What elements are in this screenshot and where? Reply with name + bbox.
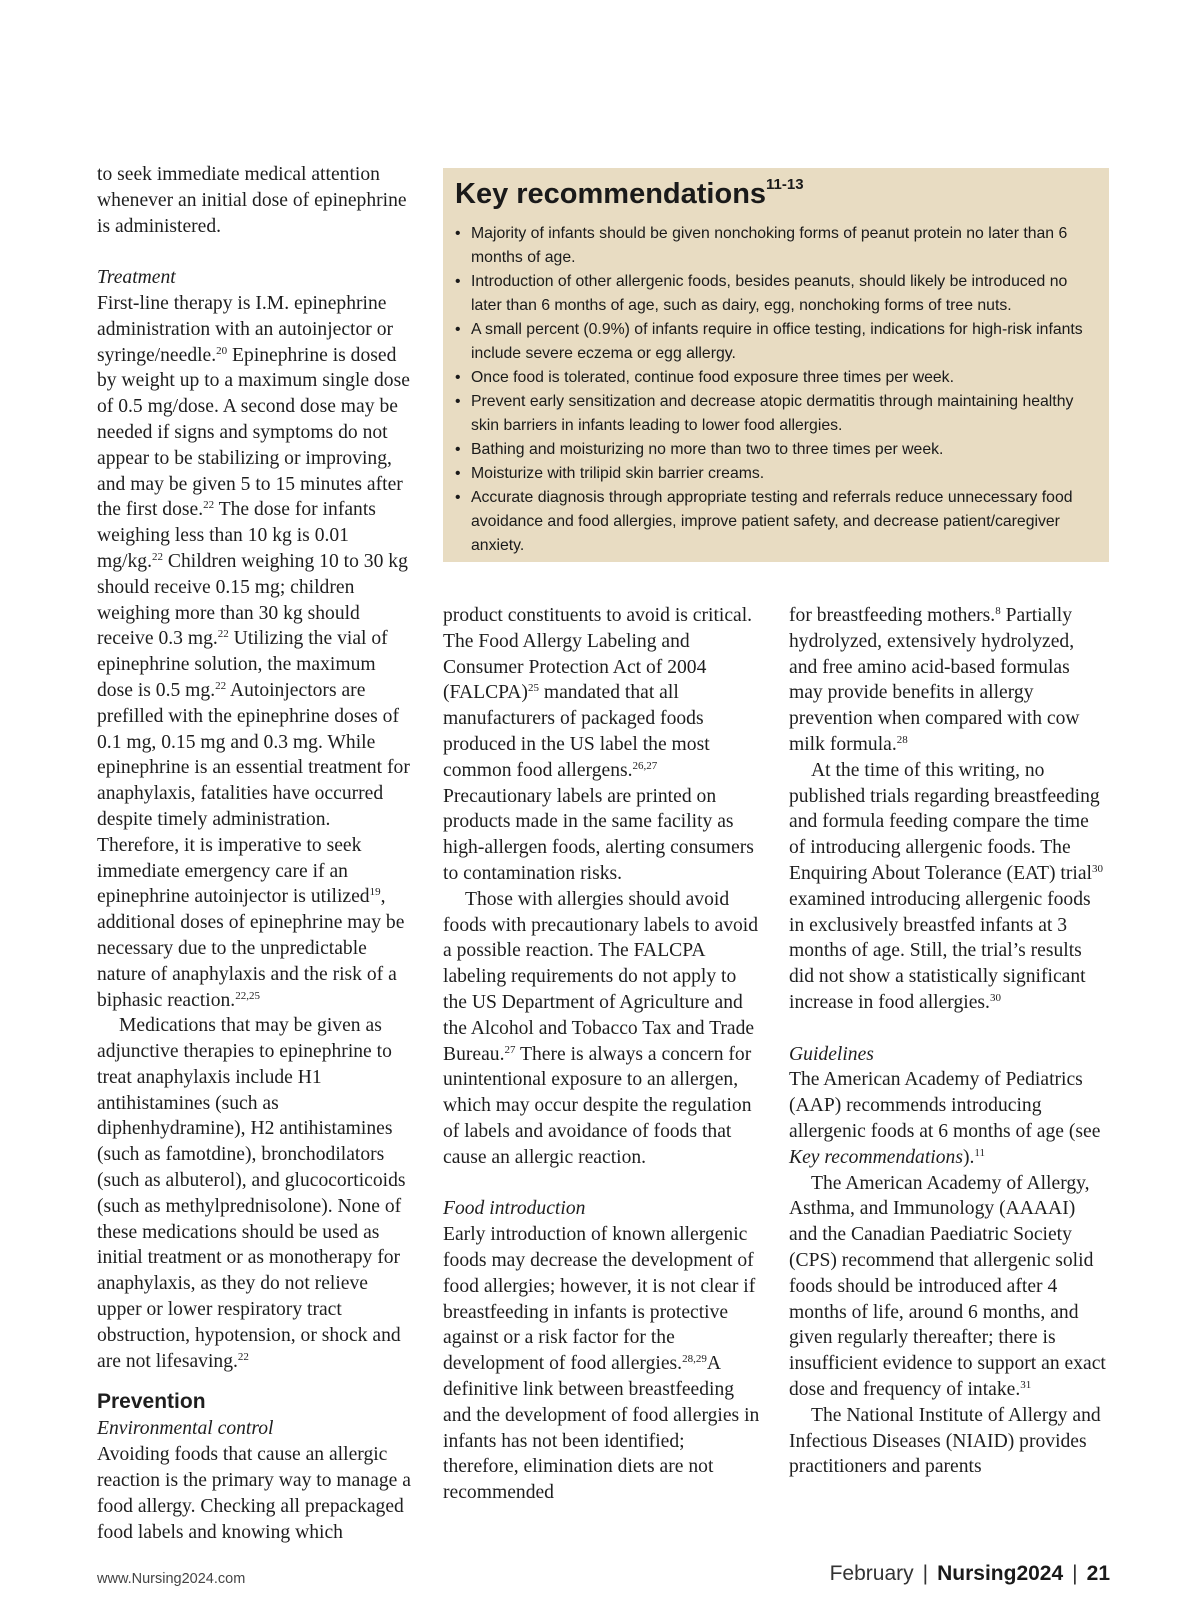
citation: 19 <box>369 886 381 899</box>
key-recommendations-list <box>455 222 1093 558</box>
prevention-heading: Prevention <box>97 1390 206 1414</box>
recommendation-item: • Majority of infants should be given nonchoking forms of peanut protein no later than 6 months of age. <box>455 225 1068 266</box>
citation: 30 <box>1091 862 1103 875</box>
footer-website-link[interactable]: www.Nursing2024.com <box>97 1571 246 1587</box>
recommendation-item: • Prevent early sensitization and decrease atopic dermatitis through maintaining healthy skin barriers in infants leading to lower food allergies. <box>455 393 1074 434</box>
paragraph: First-line therapy is I.M. epinephrine administration with an autoinjector or syringe/needle.$^{20}$ Epinephrine is dosed by weight up to a maximum single dose of 0.5 mg/dose. A second dose may be needed if signs and symptoms do not appear to be stabilizing or improving, and may be given 5 to 15 minutes after the first dose.$^{22}$ The dose for infants weighing less than 10 kg is 0.01 mg/kg.$^{22}$ Children weighing 10 to 30 kg should receive 0.15 mg; children weighing more than 30 kg should receive 0.3 mg.$^{22}$ Utilizing the vial of epinephrine solution, the maximum dose is 0.5 mg.$^{22}$ Autoinjectors are prefilled with the epinephrine doses of 0.1 mg, 0.15 mg and 0.3 mg. While epinephrine is an essential treatment for anaphylaxis, fatalities have occurred despite timely administration. Therefore, it is imperative to seek immediate emergency care if an epinephrine autoinjector is utilized$^{19}$, additional doses of epinephrine may be necessary due to the unpredictable nature of anaphylaxis and the risk of a biphasic reaction.$^{22,25}$ <box>97 292 410 1011</box>
citation: 25 <box>527 682 539 695</box>
article-column-3 <box>789 603 1107 1480</box>
paragraph: Early introduction of known allergenic foods may decrease the development of food allergies; however, it is not clear if breastfeeding in infants is protective against or a risk factor for the development of food allergies.$^{28,29}$A definitive link between breastfeeding and the development of food allergies in infants has not been identified; therefore, elimination diets are not recommended <box>443 1224 760 1504</box>
paragraph: product constituents to avoid is critical. The Food Allergy Labeling and Consumer Protection Act of 2004 (FALCPA)$^{25}$ mandated that all manufacturers of packaged foods produced in the US label the most common food allergens.$^{26,27}$ Precautionary labels are printed on products made in the same facility as high-allergen foods, alerting consumers to contamination risks. <box>443 605 754 884</box>
recommendation-item: • A small percent (0.9%) of infants require in office testing, indications for high-risk infants include severe eczema or egg allergy. <box>455 321 1083 362</box>
citation: 28,29 <box>682 1353 707 1366</box>
citation: 28 <box>896 733 908 746</box>
article-column-1 <box>97 162 415 1545</box>
key-recommendations-title: Key recommendations$^{11-13}$ <box>455 176 804 210</box>
citation: 30 <box>989 991 1001 1004</box>
recommendation-item: • Moisturize with trilipid skin barrier creams. <box>455 465 765 482</box>
citation: 11 <box>974 1146 985 1159</box>
paragraph: for breastfeeding mothers.$^8$ Partially hydrolyzed, extensively hydrolyzed, and free amino acid-based formulas may provide benefits in allergy prevention when compared with cow milk formula.$^{28}$ <box>789 605 1080 755</box>
key-recommendations-box <box>443 168 1109 562</box>
footer-journal-name: Nursing2024 <box>937 1562 1064 1585</box>
paragraph: Avoiding foods that cause an allergic reaction is the primary way to manage a food allergy. Checking all prepackaged food labels and knowing which <box>97 1444 411 1543</box>
citation: 22 <box>215 679 227 692</box>
citation: 20 <box>216 344 228 357</box>
citation: 22 <box>237 1350 249 1363</box>
guidelines-subheading: Guidelines <box>789 1043 874 1065</box>
citation: 22 <box>151 550 163 563</box>
treatment-subheading: Treatment <box>97 267 176 289</box>
paragraph: At the time of this writing, no published trials regarding breastfeeding and formula feeding compare the time of introducing allergenic foods. The Enquiring About Tolerance (EAT) trial$^{30}$ examined introducing allergenic foods in exclusively breastfed infants at 3 months of age. Still, the trial’s results did not show a statistically significant increase in food allergies.$^{30}$ <box>789 759 1103 1013</box>
environmental-control-subheading: Environmental control <box>97 1418 274 1440</box>
citation: 22,25 <box>235 989 260 1002</box>
recommendation-item: • Bathing and moisturizing no more than two to three times per week. <box>455 441 944 458</box>
title-reference: 11-13 <box>766 176 804 193</box>
footer-month: February <box>829 1562 914 1585</box>
citation: 27 <box>504 1043 516 1056</box>
page-number: 21 <box>1086 1562 1110 1585</box>
recommendation-item: • Once food is tolerated, continue food exposure three times per week. <box>455 369 954 386</box>
citation: 8 <box>995 605 1001 617</box>
citation: 31 <box>1020 1378 1032 1391</box>
paragraph: The American Academy of Allergy, Asthma, and Immunology (AAAAI) and the Canadian Paediatric Society (CPS) recommend that allergenic solid foods should be introduced after 4 months of life, around 6 months, and given regularly thereafter; there is insufficient evidence to support an exact dose and frequency of intake.$^{31}$ <box>789 1172 1106 1400</box>
recommendation-item: • Accurate diagnosis through appropriate testing and referrals reduce unnecessary food avoidance and food allergies, improve patient safety, and decrease patient/caregiver anxiety. <box>455 489 1073 554</box>
paragraph: Those with allergies should avoid foods with precautionary labels to avoid a possible reaction. The FALCPA labeling requirements do not apply to the US Department of Agriculture and the Alcohol and Tobacco Tax and Trade Bureau.$^{27}$ There is always a concern for unintentional exposure to an allergen, which may occur despite the regulation of labels and avoidance of foods that cause an allergic reaction. <box>443 888 759 1168</box>
footer-folio: February | Nursing2024 | 21 <box>829 1562 1110 1585</box>
recommendation-item: • Introduction of other allergenic foods, besides peanuts, should likely be introduced no later than 6 months of age, such as dairy, egg, nonchoking forms of tree nuts. <box>455 273 1068 314</box>
paragraph: The American Academy of Pediatrics (AAP) recommends introducing allergenic foods at 6 months of age (see Key recommendations).$^{11}$ <box>789 1069 1101 1168</box>
citation: 26,27 <box>632 759 658 772</box>
citation: 22 <box>203 499 215 512</box>
citation: 22 <box>217 628 229 641</box>
paragraph: Medications that may be given as adjunctive therapies to epinephrine to treat anaphylaxis include H1 antihistamines (such as diphenhydramine), H2 antihistamines (such as famotdine), bronchodilators (such as albuterol), and glucocorticoids (such as methylprednisolone). None of these medications should be used as initial treatment or as monotherapy for anaphylaxis, as they do not relieve upper or lower respiratory tract obstruction, hypotension, or shock and are not lifesaving.$^{22}$ <box>97 1015 406 1372</box>
paragraph: The National Institute of Allergy and Infectious Diseases (NIAID) provides practitioners and parents <box>789 1404 1101 1478</box>
article-column-2 <box>443 603 761 1506</box>
paragraph: to seek immediate medical attention whenever an initial dose of epinephrine is administered. <box>97 164 407 237</box>
food-introduction-subheading: Food introduction <box>443 1198 586 1220</box>
